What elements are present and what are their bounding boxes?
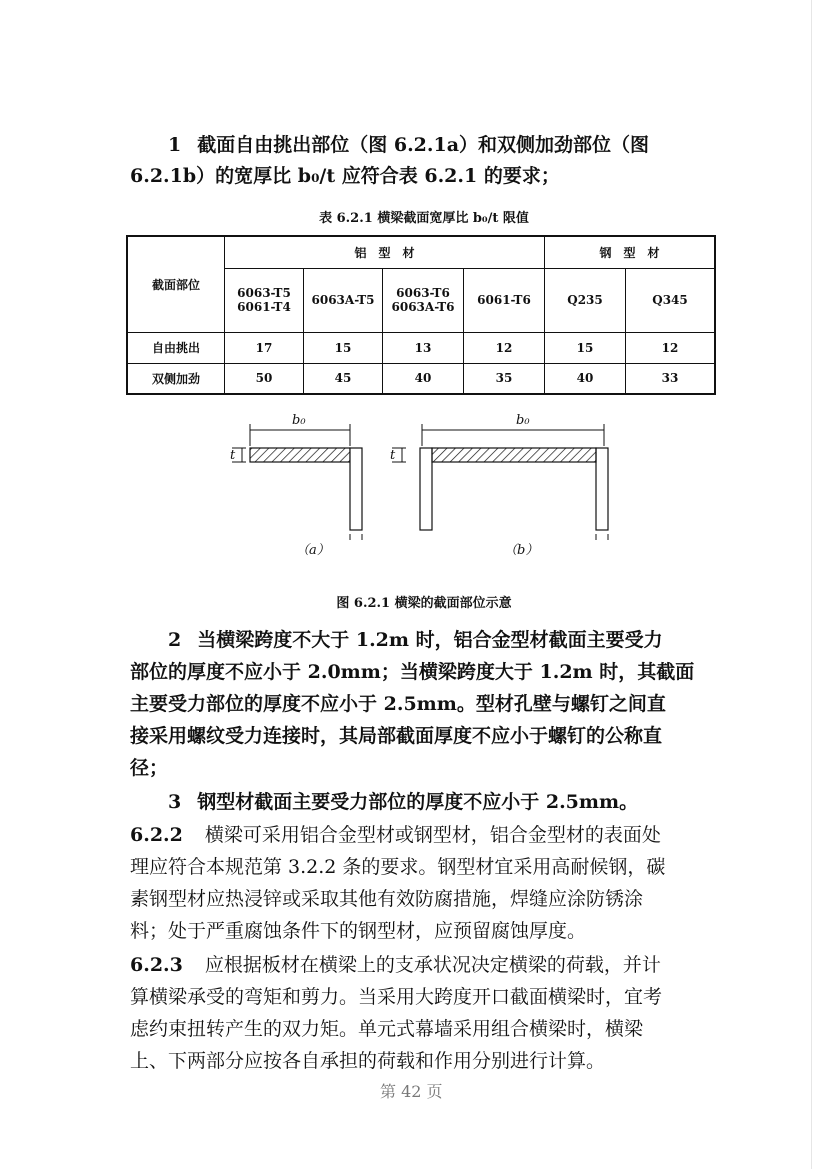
- section-6-2-3: [130, 949, 718, 1077]
- para1: [130, 130, 718, 192]
- col-header: 6063-T6 6063A-T6: [383, 268, 464, 332]
- sec623-line: 算横梁承受的弯矩和剪力。当采用大跨度开口截面横梁时，宜考: [130, 986, 663, 1008]
- col-header: Q235: [545, 268, 626, 332]
- table-cell: 12: [626, 332, 716, 363]
- table-caption: 表 6.2.1 横梁截面宽厚比 b₀/t 限值: [319, 211, 529, 226]
- group-steel: 钢 型 材: [545, 236, 716, 268]
- col-header: 6063A-T5: [304, 268, 383, 332]
- sec622-num: 6.2.2: [130, 824, 183, 846]
- sec623-line: 上、下两部分应按各自承担的荷载和作用分别进行计算。: [130, 1050, 606, 1072]
- para2-line: 部位的厚度不应小于 2.0mm；当横梁跨度大于 1.2m 时，其截面: [130, 661, 695, 683]
- group-aluminum: 铝 型 材: [225, 236, 545, 268]
- para2-line: 主要受力部位的厚度不应小于 2.5mm。型材孔壁与螺钉之间直: [130, 693, 666, 715]
- para2-line: 2 当横梁跨度不大于 1.2m 时，铝合金型材截面主要受力: [168, 629, 663, 651]
- para1-line1: 1 截面自由挑出部位（图 6.2.1a）和双侧加劲部位（图: [130, 130, 718, 161]
- t-label-b: t: [390, 448, 396, 463]
- figure-caption: 图 6.2.1 横梁的截面部位示意: [336, 596, 512, 611]
- sec623-line: 6.2.3 应根据板材在横梁上的支承状况决定横梁的荷载，并计: [130, 949, 718, 981]
- table-row: [127, 332, 715, 363]
- table-cell: 40: [545, 363, 626, 394]
- figure-a-label: （a）: [296, 543, 330, 558]
- table-cell: 33: [626, 363, 716, 394]
- table-cell: 50: [225, 363, 304, 394]
- figure-b: [390, 413, 608, 558]
- table-cell: 15: [545, 332, 626, 363]
- t-label-a: t: [230, 448, 236, 463]
- section-6-2-2: [130, 819, 718, 947]
- row-label: 双侧加劲: [127, 363, 225, 394]
- row-label: 自由挑出: [127, 332, 225, 363]
- table-cell: 45: [304, 363, 383, 394]
- col-header: Q345: [626, 268, 716, 332]
- para1-num: 1: [168, 134, 182, 156]
- figure-a: [230, 413, 362, 558]
- para2-line: 径；: [130, 757, 169, 779]
- sec622-line: 素钢型材应热浸锌或采取其他有效防腐措施，焊缝应涂防锈涂: [130, 888, 644, 910]
- table-cell: 35: [464, 363, 545, 394]
- section-figure: [232, 408, 622, 568]
- para3: 3 钢型材截面主要受力部位的厚度不应小于 2.5mm。: [168, 791, 639, 813]
- table-cell: 17: [225, 332, 304, 363]
- page-edge: [811, 0, 812, 1169]
- row-header: 截面部位: [127, 236, 225, 332]
- b0-label-a: b₀: [292, 413, 306, 428]
- page-footer: 第 42 页: [380, 1082, 443, 1101]
- table-cell: 15: [304, 332, 383, 363]
- col-header: 6061-T6: [464, 268, 545, 332]
- table-cell: 12: [464, 332, 545, 363]
- sec622-line: 6.2.2 横梁可采用铝合金型材或钢型材，铝合金型材的表面处: [130, 819, 718, 851]
- figure-b-label: （b）: [504, 543, 539, 558]
- table-cell: 13: [383, 332, 464, 363]
- b0-label-b: b₀: [516, 413, 530, 428]
- sec622-line: 理应符合本规范第 3.2.2 条的要求。钢型材宜采用高耐候钢，碳: [130, 856, 666, 878]
- para1-line2: 6.2.1b）的宽厚比 b₀/t 应符合表 6.2.1 的要求；: [130, 165, 560, 187]
- sec623-line: 虑约束扭转产生的双力矩。单元式幕墙采用组合横梁时，横梁: [130, 1018, 644, 1040]
- sec623-num: 6.2.3: [130, 954, 183, 976]
- sec622-line: 料；处于严重腐蚀条件下的钢型材，应预留腐蚀厚度。: [130, 920, 587, 942]
- table-row: [127, 363, 715, 394]
- table-cell: 40: [383, 363, 464, 394]
- para2-line: 接采用螺纹受力连接时，其局部截面厚度不应小于螺钉的公称直: [130, 725, 663, 747]
- limit-table: [126, 235, 716, 395]
- para2: [130, 624, 718, 784]
- col-header: 6063-T5 6061-T4: [225, 268, 304, 332]
